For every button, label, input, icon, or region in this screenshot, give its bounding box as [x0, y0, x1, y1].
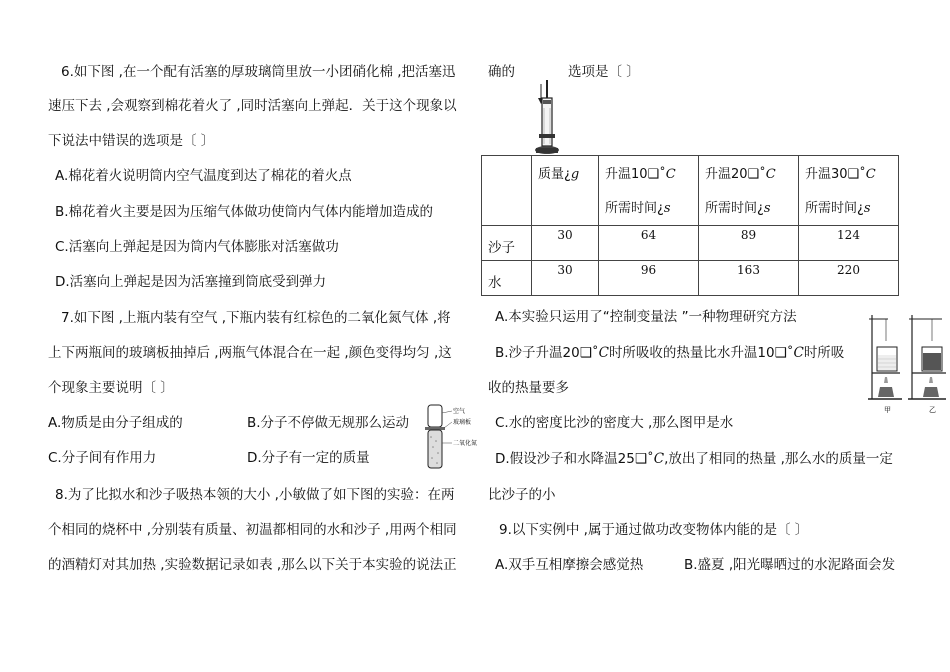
q8-stem-line3: 的酒精灯对其加热 ,实验数据记录如表 ,那么以下关于本实验的说法正 [48, 557, 457, 573]
q7-option-c: C.分子间有作用力 [48, 450, 157, 466]
q8-option-b-unit1: C [598, 345, 609, 361]
table-cell: 30 [532, 261, 599, 296]
q8-beaker-setup-figure [866, 311, 948, 415]
q8-option-d-line2: 比沙子的小 [488, 487, 556, 503]
q8-option-a: A.本实验只运用了“控制变量法 ”一种物理研究方法 [495, 309, 797, 325]
q8-option-c: C.水的密度比沙的密度大 ,那么图甲是水 [495, 415, 734, 431]
q8-stem-cont-b: 选项是〔 〕 [568, 64, 640, 80]
header-rise20-unit: C [765, 167, 776, 182]
q6-stem-line3: 下说法中错误的选项是〔 〕 [48, 133, 215, 149]
q7-stem-line2: 上下两瓶间的玻璃板抽掉后 ,两瓶气体混合在一起 ,颜色变得均匀 ,这 [48, 345, 452, 361]
q8-option-d-part1: D.假设沙子和水降温25❑˚ [495, 451, 654, 467]
q8-fig-label-jia: 甲 [884, 406, 891, 414]
q6-stem-line2: 速压下去 ,会观察到棉花着火了 ,同时活塞向上弹起．关于这个现象以 [48, 98, 457, 114]
q6-option-a: A.棉花着火说明筒内空气温度到达了棉花的着火点 [55, 168, 352, 184]
q8-stem-cont-a: 确的 [488, 64, 515, 80]
q8-option-d-unit: C [653, 451, 665, 467]
q8-option-b-part3: 时所吸 [803, 345, 845, 361]
table-cell: 163 [699, 261, 799, 296]
q7-stem-line3: 个现象主要说明〔 〕 [48, 380, 174, 396]
q8-option-b-line2: 收的热量要多 [488, 380, 569, 396]
table-header-rise20 [699, 156, 799, 226]
q9-stem: 9.以下实例中 ,属于通过做功改变物体内能的是〔 〕 [499, 522, 809, 538]
q7-fig-label-glass: 玻璃板 [453, 419, 472, 426]
q6-option-d: D.活塞向上弹起是因为活塞撞到筒底受到弹力 [55, 274, 327, 290]
q8-stem-line1: 8.为了比拟水和沙子吸热本领的大小 ,小敏做了如下图的实验：在两 [55, 487, 455, 503]
header-rise30-label: 升温30❑˚ [805, 167, 866, 182]
q9-option-b: B.盛夏 ,阳光曝晒过的水泥路面会发 [684, 557, 896, 573]
header-rise10-unit: C [665, 167, 676, 182]
header-rise10-time-unit: s [663, 201, 671, 216]
table-row [482, 226, 899, 261]
q8-option-b-part1: B.沙子升温20❑˚ [495, 345, 599, 361]
table-row [482, 261, 899, 296]
table-cell: 64 [599, 226, 699, 261]
header-rise30-unit: C [865, 167, 876, 182]
q8-option-b-part2: 时所吸收的热量比水升温10❑˚ [608, 345, 794, 361]
q7-option-b: B.分子不停做无规那么运动 [247, 415, 410, 431]
header-rise20-label: 升温20❑˚ [705, 167, 766, 182]
header-rise20-time: 所需时间¿ [705, 201, 764, 216]
header-rise30-time: 所需时间¿ [805, 201, 864, 216]
table-cell: 89 [699, 226, 799, 261]
table-header-row [482, 156, 899, 226]
table-header-rise30 [799, 156, 899, 226]
q8-stem-line2: 个相同的烧杯中 ,分别装有质量、初温都相同的水和沙子 ,用两个相同 [48, 522, 457, 538]
q8-option-b-unit2: C [793, 345, 804, 361]
q6-option-c: C.活塞向上弹起是因为筒内气体膨胀对活塞做功 [55, 239, 339, 255]
header-mass-unit: g [570, 167, 580, 182]
q8-data-table [481, 155, 899, 296]
q7-option-a: A.物质是由分子组成的 [48, 415, 183, 431]
q7-option-d: D.分子有一定的质量 [247, 450, 370, 466]
table-cell: 30 [532, 226, 599, 261]
table-cell: 124 [799, 226, 899, 261]
table-cell: 96 [599, 261, 699, 296]
header-rise30-time-unit: s [863, 201, 871, 216]
table-corner-cell [482, 156, 532, 226]
q7-stem-line1: 7.如下图 ,上瓶内装有空气 ,下瓶内装有红棕色的二氧化氮气体 ,将 [61, 310, 451, 326]
q6-stem-line1: 6.如下图 ,在一个配有活塞的厚玻璃筒里放一小团硝化棉 ,把活塞迅 [61, 64, 456, 80]
q6-piston-cylinder-figure [530, 78, 564, 158]
q6-option-b: B.棉花着火主要是因为压缩气体做功使筒内气体内能增加造成的 [55, 204, 434, 220]
q7-fig-label-no2: 二氧化氮 [453, 440, 478, 447]
q9-option-a: A.双手互相摩擦会感觉热 [495, 557, 644, 573]
table-cell: 220 [799, 261, 899, 296]
header-rise10-time: 所需时间¿ [605, 201, 664, 216]
q7-bottles-figure [420, 403, 482, 471]
q8-option-b-line1 [495, 344, 844, 362]
header-mass-label: 质量¿ [538, 167, 571, 182]
header-rise10-label: 升温10❑˚ [605, 167, 666, 182]
q8-fig-label-yi: 乙 [929, 406, 936, 414]
header-rise20-time-unit: s [763, 201, 771, 216]
q8-option-d-part2: ,放出了相同的热量 ,那么水的质量一定 [664, 451, 893, 467]
row-label-sand: 沙子 [482, 226, 532, 261]
row-label-water: 水 [482, 261, 532, 296]
q8-option-d-line1 [495, 450, 893, 468]
q7-fig-label-air: 空气 [453, 408, 466, 415]
table-header-rise10 [599, 156, 699, 226]
table-header-mass [532, 156, 599, 226]
